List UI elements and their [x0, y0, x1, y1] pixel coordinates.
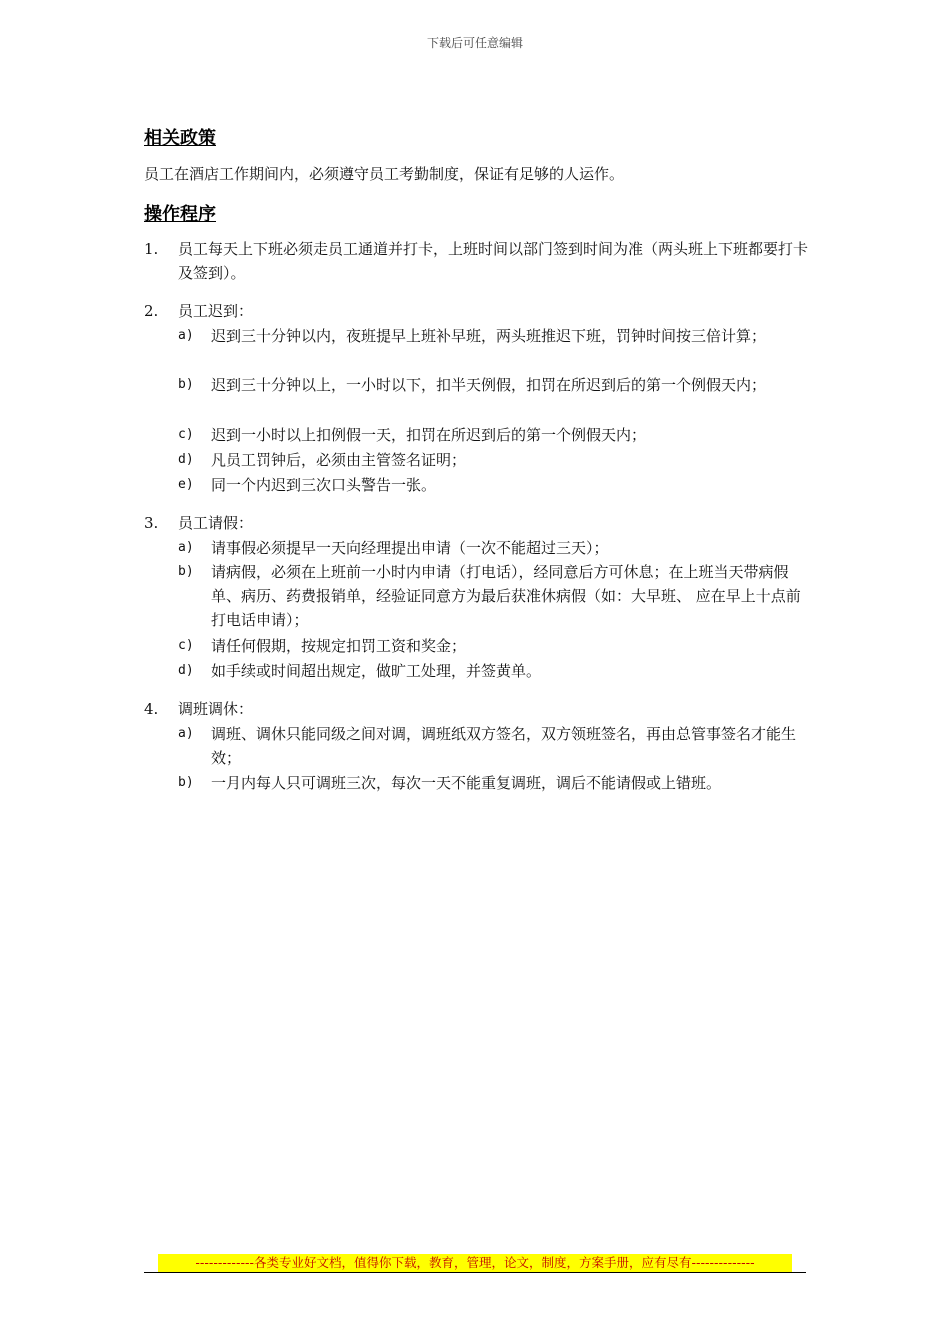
item-number: 3.	[144, 514, 159, 532]
sub-text: 如手续或时间超出规定，做旷工处理，并签黄单。	[211, 662, 542, 680]
sub-text: 迟到一小时以上扣例假一天，扣罚在所迟到后的第一个例假天内；	[211, 426, 647, 444]
sub-letter: d)	[178, 663, 194, 678]
sub-letter: c)	[178, 427, 194, 442]
policy-text: 员工在酒店工作期间内，必须遵守员工考勤制度，保证有足够的人运作。	[144, 165, 625, 183]
procedure-item-4	[144, 697, 814, 721]
procedure-item-2	[144, 299, 814, 323]
item-number: 4.	[144, 700, 159, 718]
sub-letter: d)	[178, 452, 194, 467]
procedure-item-1	[144, 237, 814, 285]
sub-text: 调班、调休只能同级之间对调，调班纸双方签名，双方领班签名，再由总管事签名才能生效；	[211, 725, 797, 767]
sub-text: 一月内每人只可调班三次，每次一天不能重复调班，调后不能请假或上错班。	[211, 774, 722, 792]
item-text: 调班调休：	[178, 700, 254, 718]
sub-letter: b)	[178, 564, 194, 579]
sub-text: 迟到三十分钟以内，夜班提早上班补早班，两头班推迟下班，罚钟时间按三倍计算；	[211, 327, 767, 345]
item-text: 员工迟到：	[178, 302, 254, 320]
sub-text: 迟到三十分钟以上，一小时以下，扣半天例假，扣罚在所迟到后的第一个例假天内；	[211, 376, 767, 394]
item-number: 2.	[144, 302, 159, 320]
item-text: 员工请假：	[178, 514, 254, 532]
sub-letter: a)	[178, 726, 194, 741]
sub-text: 请任何假期，按规定扣罚工资和奖金；	[211, 637, 467, 655]
procedure-item-3	[144, 511, 814, 535]
sub-text: 同一个内迟到三次口头警告一张。	[211, 476, 437, 494]
sub-letter: e)	[178, 477, 194, 492]
footer-divider	[144, 1272, 806, 1273]
header-note: 下载后可任意编辑	[426, 36, 523, 50]
sub-letter: b)	[178, 775, 194, 790]
item-text: 员工每天上下班必须走员工通道并打卡，上班时间以部门签到时间为准（两头班上下班都要打卡及签到）。	[178, 240, 809, 282]
sub-letter: a)	[178, 328, 194, 343]
sub-letter: b)	[178, 377, 194, 392]
procedure-heading: 操作程序	[144, 204, 216, 225]
policy-heading: 相关政策	[144, 128, 216, 149]
sub-letter: c)	[178, 638, 194, 653]
sub-text: 请病假，必须在上班前一小时内申请（打电话），经同意后方可休息；在上班当天带病假单、病历、药费报销单，经验证同意方为最后获准休病假（如：大早班、 应在早上十点前打电话申请）；	[211, 563, 801, 629]
sub-text: 请事假必须提早一天向经理提出申请（一次不能超过三天）；	[211, 539, 609, 557]
item-number: 1.	[144, 240, 159, 258]
footer-banner: -------------各类专业好文档，值得你下载，教育，管理，论文，制度，方案手册，应有尽有--------------	[158, 1254, 792, 1272]
sub-text: 凡员工罚钟后，必须由主管签名证明；	[211, 451, 467, 469]
sub-letter: a)	[178, 540, 194, 555]
